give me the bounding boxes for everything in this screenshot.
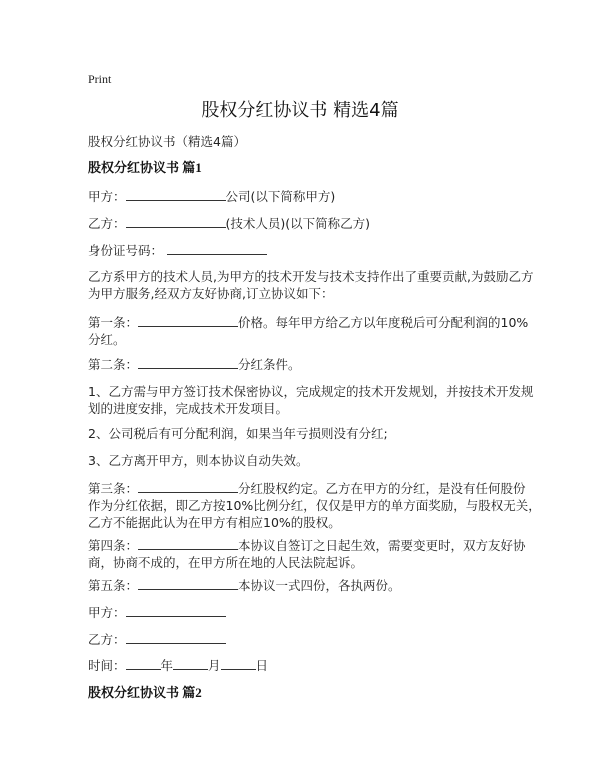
article-label: 第二条： [88,357,139,372]
signature-label: 甲方： [88,605,126,620]
text-line: 商，协商不成的，在甲方所在地的人民法院起诉。 [88,555,364,570]
article-blank [138,313,238,327]
party-b-field [88,214,370,232]
id-number-blank [167,241,267,255]
signature-party-a [88,603,226,621]
party-a-label: 甲方： [88,189,126,204]
day-label: 日 [255,658,269,673]
print-link[interactable]: Print [88,72,112,86]
party-b-blank [126,214,226,228]
date-field [88,656,268,674]
condition-3: 3、乙方离开甲方，则本协议自动失效。 [88,453,309,468]
party-b-label: 乙方： [88,216,126,231]
text-line: 乙方不能据此认为在甲方有相应10%的股权。 [88,515,341,530]
subtitle: 股权分红协议书（精选4篇） [88,134,246,149]
text-line: 价格。每年甲方给乙方以年度税后可分配利润的10% [238,315,529,330]
condition-1 [88,383,533,417]
article-4 [88,536,526,571]
party-a-field [88,187,335,205]
signature-blank [126,630,226,644]
article-blank [138,576,238,590]
article-blank [138,536,238,550]
article-2 [88,355,301,373]
text-line: 划的进度安排，完成技术开发项目。 [88,401,289,416]
article-3 [88,479,541,531]
signature-blank [126,603,226,617]
party-a-blank [126,187,226,201]
text-line: 本协议自签订之日起生效，需要变更时，双方友好协 [238,538,526,553]
article-label: 第三条： [88,481,139,496]
month-label: 月 [208,658,221,673]
condition-2: 2、公司税后有可分配利润，如果当年亏损则没有分红; [88,426,388,441]
day-blank [221,656,256,670]
article-5 [88,576,401,594]
month-blank [173,656,208,670]
text-line: 为甲方服务,经双方友好协商,订立协议如下： [88,286,334,301]
article-label: 第一条： [88,315,139,330]
text-line: 分红股权约定。乙方在甲方的分红，是没有任何股份 [238,481,526,496]
article-blank [138,355,238,369]
id-number-field [88,241,267,259]
intro-paragraph [88,268,533,302]
year-label: 年 [160,658,174,673]
article-label: 第五条： [88,578,139,593]
text-line: 1、乙方需与甲方签订技术保密协议，完成规定的技术开发规划，并按技术开发规 [88,384,534,399]
year-blank [126,656,161,670]
date-label: 时间： [88,658,126,673]
section-heading-1: 股权分红协议书 篇1 [88,160,202,175]
article-blank [138,479,238,493]
text-line: 分红。 [88,332,126,347]
text-line: 乙方系甲方的技术人员,为甲方的技术开发与技术支持作出了重要贡献,为鼓励乙方 [88,269,534,284]
article-1 [88,313,528,348]
section-heading-2: 股权分红协议书 篇2 [88,685,202,700]
article-label: 第四条： [88,538,139,553]
signature-party-b [88,630,226,648]
party-b-suffix: (技术人员)(以下简称乙方) [225,216,371,231]
signature-label: 乙方： [88,632,126,647]
id-number-label: 身份证号码： [88,243,164,258]
page-title: 股权分红协议书 精选4篇 [201,100,399,121]
text-line: 作为分红依据，即乙方按10%比例分红，仅仅是甲方的单方面奖励，与股权无关， [88,498,541,513]
party-a-suffix: 公司(以下简称甲方) [225,189,336,204]
text-line: 分红条件。 [238,357,301,372]
text-line: 本协议一式四份，各执两份。 [238,578,401,593]
